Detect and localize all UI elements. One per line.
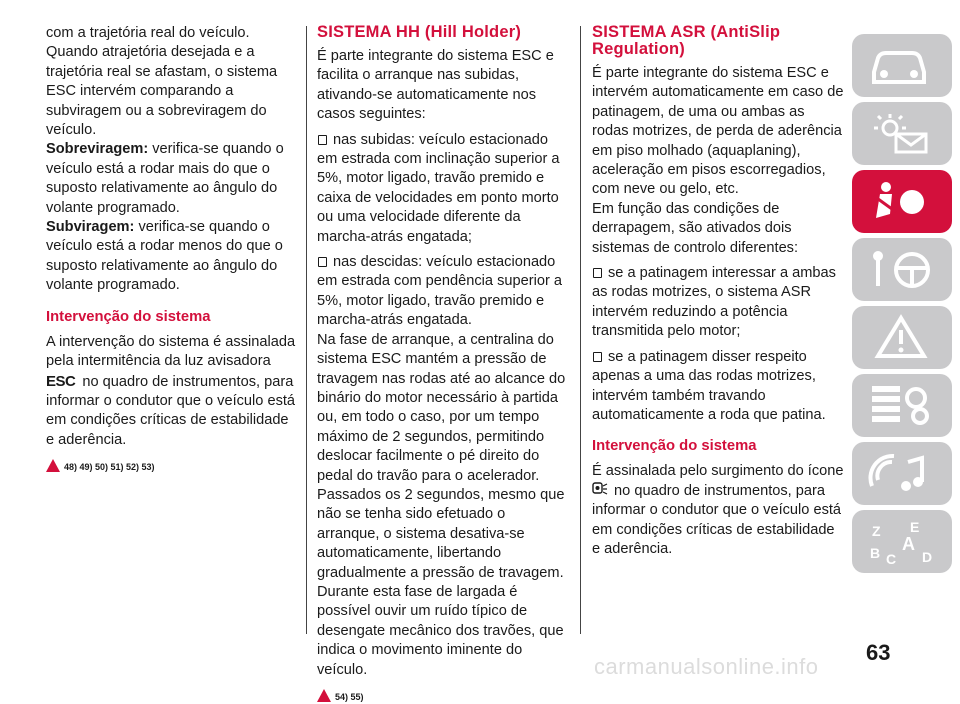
bullet-box-icon [318, 257, 327, 267]
warning-references [317, 689, 569, 704]
bullet-box-icon [593, 352, 602, 362]
airbag-seatbelt-icon [866, 178, 936, 224]
warning-triangle-icon [317, 689, 331, 702]
emergency-triangle-icon [866, 314, 936, 360]
column-1 [46, 24, 296, 474]
watermark: carmanualsonline.info [594, 654, 819, 679]
section-title: SISTEMA HH (Hill Holder) [317, 23, 522, 41]
column-3 [592, 24, 844, 559]
term-label: Sobreviragem: [46, 141, 149, 158]
bullet-item [317, 253, 569, 331]
bullet-box-icon [593, 268, 602, 278]
tab-lights-messages[interactable] [852, 102, 952, 165]
tab-safety[interactable] [852, 170, 952, 233]
gears-list-icon [866, 382, 936, 428]
column-divider [306, 26, 307, 634]
tab-emergency[interactable] [852, 306, 952, 369]
term-text: verifica-se quando o veículo está a rodar menos do que o suposto relativamente ao ângulo do volante programado. [46, 219, 283, 294]
paragraph: com a trajetória real do veículo. Quando atrajetória desejada e a trajetória real se afastam, o sistema ESC intervém comparando a subviragem ou a sobreviragem do veículo. [46, 25, 278, 139]
car-icon [866, 42, 936, 88]
alphabet-index-icon [866, 518, 936, 564]
paragraph [46, 140, 296, 218]
bullet-text: se a patinagem interessar a ambas as rodas motrizes, o sistema ASR intervém reduzindo a potência transmitida pelo motor; [592, 265, 836, 340]
term-text: verifica-se quando o veículo está a rodar mais do que o suposto relativamente ao ângulo do volante programado. [46, 141, 284, 216]
svg-text:E: E [910, 519, 920, 535]
warning-light-envelope-icon [866, 110, 936, 156]
key-steering-wheel-icon [866, 246, 936, 292]
text: É assinalada pelo surgimento do ícone [592, 463, 844, 480]
svg-text:D: D [922, 549, 933, 564]
paragraph: Em função das condições de derrapagem, são ativados dois sistemas de controlo diferentes: [592, 200, 799, 256]
asr-skid-icon [592, 482, 608, 497]
warning-numbers[interactable]: 54) 55) [335, 692, 364, 702]
warning-numbers[interactable]: 48) 49) 50) 51) 52) 53) [64, 462, 155, 473]
text: no quadro de instrumentos, para informar o condutor que o veículo está em condições críticas de estabilidade e aderência. [46, 373, 296, 448]
column-divider [580, 26, 581, 634]
svg-text:B: B [870, 545, 881, 561]
tab-starting-driving[interactable] [852, 238, 952, 301]
page-number: 63 [866, 640, 891, 665]
warning-triangle-icon [46, 459, 60, 472]
bullet-text: se a patinagem disser respeito apenas a uma das rodas motrizes, intervém também travando automaticamente a roda que patina. [592, 348, 826, 423]
text: A intervenção do sistema é assinalada pela intermitência da luz avisadora [46, 333, 296, 370]
term-label: Subviragem: [46, 219, 135, 236]
section-heading: Intervenção do sistema [592, 438, 757, 455]
paragraph [46, 218, 296, 296]
svg-text:A: A [902, 534, 915, 554]
column-2 [317, 24, 569, 704]
section-heading: Intervenção do sistema [46, 308, 211, 325]
warning-references [46, 459, 296, 474]
tab-maintenance[interactable] [852, 374, 952, 437]
bullet-item [592, 264, 844, 342]
bullet-item [317, 131, 569, 247]
multimedia-music-icon [866, 450, 936, 496]
bullet-text: nas descidas: veículo estacionado em estrada com pendência superior a 5%, motor ligado, travão premido e marcha-atrás engatada. [317, 254, 562, 329]
bullet-box-icon [318, 135, 327, 145]
paragraph [592, 462, 844, 559]
bullet-text: nas subidas: veículo estacionado em estrada com inclinação superior a 5%, motor ligado, travão premido e caixa de velocidades em ponto morto ou uma velocidade diferente da marcha-atrás engatada; [317, 131, 560, 245]
paragraph: É parte integrante do sistema ESC e facilita o arranque nas subidas, ativando-se automaticamente nos casos seguintes: [317, 48, 554, 123]
tab-index[interactable] [852, 510, 952, 573]
paragraph: É parte integrante do sistema ESC e intervém automaticamente em caso de patinagem, de uma ou ambas as rodas motrizes, de perda de aderência em piso molhado (aquaplaning), aceleração em pisos escorregadios, com neve ou gelo, etc. [592, 65, 844, 198]
svg-text:Z: Z [872, 523, 881, 539]
bullet-item [592, 348, 844, 426]
svg-text:C: C [886, 551, 897, 564]
tab-vehicle[interactable] [852, 34, 952, 97]
section-title: SISTEMA ASR (AntiSlip Regulation) [592, 23, 781, 58]
text: no quadro de instrumentos, para informar o condutor que o veículo está em condições críticas de estabilidade e aderência. [592, 482, 842, 557]
tab-multimedia[interactable] [852, 442, 952, 505]
paragraph: Na fase de arranque, a centralina do sistema ESC mantém a pressão de travagem nas rodas até ao alcance do binário do motor necessário à partida ou, em todo o caso, por um tempo máximo de 2 segundos, permitindo deslocar facilmente o pé direito do pedal do travão para o acelerador. Passados os 2 segundos, mesmo que não se tenha sido efetuado o arranque, o sistema desativa-se automaticamente, libertando gradualmente a pressão de travagem. Durante esta fase de largada é possível ouvir um ruído típico de desengate mecânico dos travões, que indica o movimento iminente do veículo. [317, 331, 566, 678]
esc-warning-icon: ESC [46, 372, 76, 390]
paragraph [46, 333, 296, 450]
